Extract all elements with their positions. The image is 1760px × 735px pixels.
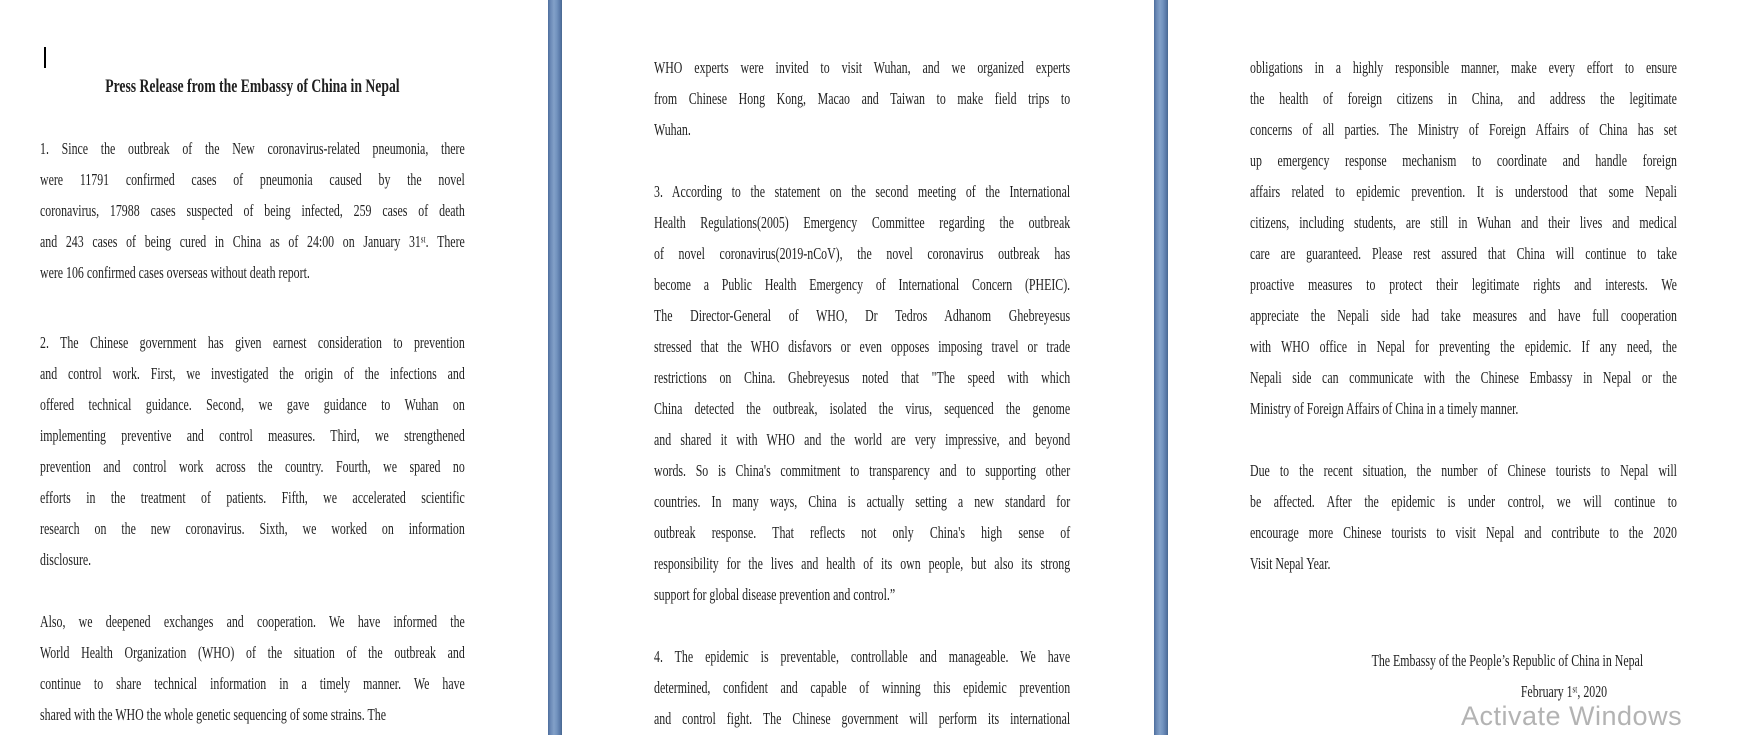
text-line[interactable]: were 106 confirmed cases overseas without death report. — [40, 263, 310, 282]
text-line[interactable]: offered technical guidance. Second, we gave guidance to Wuhan on — [40, 395, 465, 414]
text-line[interactable]: Ministry of Foreign Affairs of China in a timely manner. — [1250, 399, 1519, 418]
text-line[interactable]: 1. Since the outbreak of the New coronavirus-related pneumonia, there — [40, 139, 465, 158]
text-line[interactable]: and control fight. The Chinese government will perform its international — [654, 709, 1071, 728]
text-line[interactable]: of novel coronavirus(2019-nCoV), the novel coronavirus outbreak has — [654, 244, 1071, 263]
text-line[interactable]: words. So is China's commitment to transparency and to supporting other — [654, 461, 1071, 480]
text-line[interactable]: disclosure. — [40, 550, 92, 569]
text-line[interactable]: Wuhan. — [654, 120, 691, 139]
text-line[interactable]: be affected. After the epidemic is under control, we will continue to — [1250, 492, 1677, 511]
text-line[interactable]: WHO experts were invited to visit Wuhan, and we organized experts — [654, 58, 1071, 77]
text-line[interactable]: proactive measures to protect their legitimate rights and interests. We — [1250, 275, 1677, 294]
paragraph-3[interactable] — [40, 606, 465, 730]
text-line[interactable]: from Chinese Hong Kong, Macao and Taiwan to make field trips to — [654, 89, 1071, 108]
text-line[interactable]: become a Public Health Emergency of International Concern (PHEIC). — [654, 275, 1071, 294]
paragraph-4[interactable] — [654, 176, 1070, 610]
text-line[interactable]: affairs related to epidemic prevention. It is understood that some Nepali — [1250, 182, 1677, 201]
text-line[interactable]: prevention and control work across the country. Fourth, we spared no — [40, 457, 465, 476]
document-page-3[interactable] — [1168, 0, 1760, 735]
text-line[interactable]: 3. According to the statement on the second meeting of the International — [654, 182, 1071, 201]
text-line[interactable]: Due to the recent situation, the number of Chinese tourists to Nepal will — [1250, 461, 1677, 480]
text-line[interactable]: citizens, including students, are still in Wuhan and their lives and medical — [1250, 213, 1677, 232]
text-line[interactable]: Nepali side can communicate with the Chinese Embassy in Nepal or the — [1250, 368, 1677, 387]
text-line[interactable]: outbreak response. That reflects not only China's high sense of — [654, 523, 1071, 542]
page-separator-2 — [1154, 0, 1168, 735]
text-line[interactable]: determined, confident and capable of winning this epidemic prevention — [654, 678, 1071, 697]
paragraph-3-continued[interactable] — [654, 52, 1070, 145]
text-line[interactable]: research on the new coronavirus. Sixth, we worked on information — [40, 519, 465, 538]
text-line[interactable]: countries. In many ways, China is actually setting a new standard for — [654, 492, 1071, 511]
text-line[interactable]: responsibility for the lives and health of its own people, but also its strong — [654, 554, 1071, 573]
text-line[interactable]: up emergency response mechanism to coordinate and handle foreign — [1250, 151, 1677, 170]
text-line[interactable]: encourage more Chinese tourists to visit Nepal and contribute to the 2020 — [1250, 523, 1677, 542]
text-line[interactable]: continue to share technical information in a timely manner. We have — [40, 674, 465, 693]
empty-line — [40, 40, 465, 71]
document-page-1[interactable] — [0, 0, 548, 735]
text-line[interactable]: support for global disease prevention and control.” — [654, 585, 896, 604]
text-line[interactable]: appreciate the Nepali side had take measures and have full cooperation — [1250, 306, 1677, 325]
text-line[interactable]: and control work. First, we investigated the origin of the infections and — [40, 364, 465, 383]
text-line[interactable]: Also, we deepened exchanges and cooperation. We have informed the — [40, 612, 465, 631]
text-line[interactable]: obligations in a highly responsible manner, make every effort to ensure — [1250, 58, 1677, 77]
text-line[interactable]: efforts in the treatment of patients. Fifth, we accelerated scientific — [40, 488, 465, 507]
text-line[interactable]: shared with the WHO the whole genetic sequencing of some strains. The — [40, 705, 386, 724]
text-line[interactable]: stressed that the WHO disfavors or even opposes imposing travel or trade — [654, 337, 1071, 356]
text-line[interactable]: Health Regulations(2005) Emergency Committee regarding the outbreak — [654, 213, 1071, 232]
text-line[interactable]: concerns of all parties. The Ministry of Foreign Affairs of China has set — [1250, 120, 1677, 139]
signature-date-line[interactable]: February 1ˢᵗ, 2020 — [1520, 682, 1608, 701]
text-cursor — [44, 47, 46, 68]
text-line[interactable]: The Director-General of WHO, Dr Tedros Adhanom Ghebreyesus — [654, 306, 1071, 325]
paragraph-5-continued[interactable] — [1250, 52, 1677, 424]
paragraph-2[interactable] — [40, 327, 465, 575]
text-line[interactable]: and 243 cases of being cured in China as of 24:00 on January 31ˢᵗ. There — [40, 232, 465, 251]
paragraph-5[interactable] — [654, 641, 1070, 734]
text-line[interactable]: coronavirus, 17988 cases suspected of being infected, 259 cases of death — [40, 201, 465, 220]
document-title[interactable]: Press Release from the Embassy of China in Nepal — [105, 76, 400, 97]
text-line[interactable]: restrictions on China. Ghebreyesus noted that "The speed with which — [654, 368, 1071, 387]
text-line[interactable]: 4. The epidemic is preventable, controllable and manageable. We have — [654, 647, 1071, 666]
text-line[interactable]: World Health Organization (WHO) of the situation of the outbreak and — [40, 643, 465, 662]
text-line[interactable]: with WHO office in Nepal for preventing the epidemic. If any need, the — [1250, 337, 1677, 356]
signature-block — [1250, 645, 1677, 707]
paragraph-6[interactable] — [1250, 455, 1677, 579]
text-line[interactable]: 2. The Chinese government has given earnest consideration to prevention — [40, 333, 465, 352]
text-line[interactable]: China detected the outbreak, isolated the virus, sequenced the genome — [654, 399, 1071, 418]
text-line[interactable]: the health of foreign citizens in China, and address the legitimate — [1250, 89, 1677, 108]
paragraph-1[interactable] — [40, 133, 465, 288]
page-separator-1 — [548, 0, 562, 735]
activate-windows-watermark: Activate Windows — [1461, 701, 1683, 731]
text-line[interactable]: Visit Nepal Year. — [1250, 554, 1331, 573]
signature-embassy-line[interactable]: The Embassy of the People’s Republic of China in Nepal — [1371, 651, 1644, 670]
document-page-2[interactable] — [562, 0, 1154, 735]
text-line[interactable]: were 11791 confirmed cases of pneumonia caused by the novel — [40, 170, 465, 189]
text-line[interactable]: care are guaranteed. Please rest assured that China will continue to take — [1250, 244, 1677, 263]
text-line[interactable]: implementing preventive and control measures. Third, we strengthened — [40, 426, 465, 445]
text-line[interactable]: and shared it with WHO and the world are very impressive, and beyond — [654, 430, 1071, 449]
